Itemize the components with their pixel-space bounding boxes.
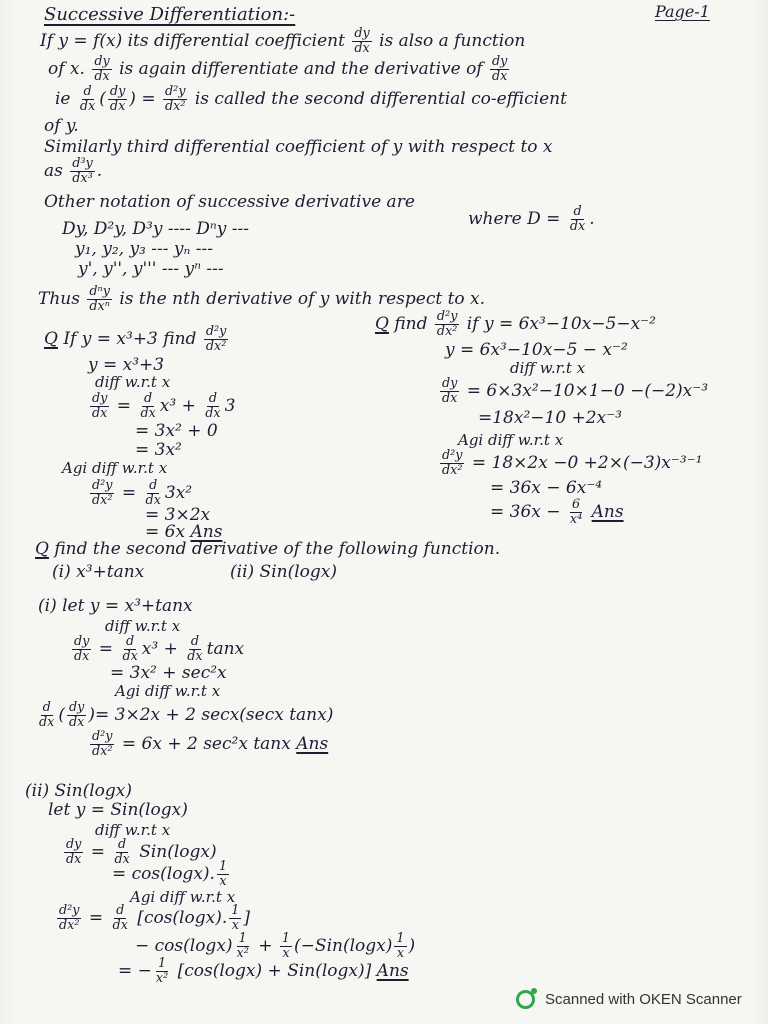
part-ii-step: [48, 801, 188, 821]
example-1-step: [135, 422, 218, 442]
text-segment: [cos(logx) + Sin(logx)]: [172, 960, 377, 981]
text-segment: .: [589, 208, 595, 229]
part-i-step: [110, 664, 227, 684]
text-segment: find: [388, 313, 433, 334]
text-segment: ie: [55, 88, 76, 109]
fraction: [92, 55, 111, 84]
text-segment: of y.: [44, 116, 79, 136]
text-segment: Thus: [38, 288, 86, 309]
fraction: [204, 325, 228, 354]
text-segment: = 36x − 6x⁻⁴: [490, 478, 603, 498]
text-segment: Agi diff w.r.t x: [458, 431, 564, 449]
fraction-numerator: d: [208, 391, 218, 406]
fraction-numerator: d²y: [436, 309, 458, 324]
definition-line-4: [44, 117, 79, 137]
fraction: [154, 957, 170, 986]
fraction-denominator: dx: [140, 406, 156, 422]
example-2-question: [375, 310, 656, 339]
example-1-step: [95, 374, 170, 391]
text-segment: Agi diff w.r.t x: [115, 682, 221, 700]
fraction-numerator: 1: [238, 931, 247, 946]
fraction-numerator: d: [116, 903, 125, 918]
example-3-part-ii-label: [230, 563, 337, 583]
text-segment: y', y'', y''' --- yⁿ ---: [78, 259, 224, 279]
definition-line-1: [40, 27, 525, 56]
fraction-denominator: dx²: [205, 339, 227, 355]
fraction-denominator: dx: [442, 391, 458, 407]
text-segment: is also a function: [373, 30, 526, 51]
part-i-step: [35, 701, 333, 730]
text-segment: = 3×2x: [145, 505, 211, 525]
fraction-denominator: dx²: [164, 99, 186, 115]
fraction-denominator: dx: [79, 99, 96, 115]
example-3-question: [35, 540, 500, 560]
fraction-numerator: d²y: [59, 903, 80, 918]
fraction-numerator: dy: [492, 54, 508, 69]
part-i-step: [38, 597, 193, 617]
fraction: [440, 449, 464, 478]
fraction: [90, 392, 109, 421]
fraction-numerator: d²y: [92, 478, 113, 493]
fraction-denominator: dx: [492, 69, 508, 85]
fraction-denominator: dx: [92, 406, 108, 422]
text-segment: .: [96, 160, 103, 181]
part-i-answer: [88, 730, 328, 759]
text-segment: Agi diff w.r.t x: [130, 888, 236, 906]
fraction: [440, 377, 459, 406]
text-segment: = 6×3x²−10×1−0 −(−2)x⁻³: [461, 380, 709, 401]
text-segment: let y = Sin(logx): [48, 800, 188, 820]
text-segment: y = 6x³−10x−5 − x⁻²: [445, 340, 628, 360]
text-segment: where D =: [468, 208, 566, 229]
example-2-step: [478, 409, 622, 429]
fraction-denominator: x²: [236, 946, 249, 962]
text-segment: ) =: [129, 88, 161, 109]
text-segment: = 6x + 2 sec²x tanx: [116, 733, 297, 754]
fraction-denominator: x: [219, 874, 227, 890]
scanner-watermark-text: Scanned with OKEN Scanner: [545, 991, 742, 1008]
example-2-step: [445, 341, 628, 361]
text-segment: diff w.r.t x: [510, 359, 586, 377]
text-segment: If y = f(x) its differential coefficient: [40, 30, 351, 51]
fraction: [67, 701, 86, 730]
fraction-denominator: dx: [69, 715, 85, 731]
definition-line-3: [55, 85, 567, 114]
notation-row-subscript: [75, 240, 213, 260]
fraction: [57, 904, 81, 933]
example-1-step: [62, 460, 167, 477]
fraction-denominator: dx²: [59, 918, 80, 934]
fraction-denominator: dx²: [442, 463, 463, 479]
text-segment: +: [252, 935, 278, 956]
fraction: [568, 498, 584, 527]
answer-mark: Ans: [296, 733, 329, 754]
fraction-denominator: dx: [112, 918, 128, 934]
text-segment: =: [111, 395, 137, 416]
fraction: [64, 838, 83, 867]
example-2-step: [438, 449, 702, 478]
fraction-denominator: x: [282, 946, 290, 962]
fraction-numerator: d: [126, 634, 135, 649]
definition-line-6: [44, 157, 102, 186]
text-segment: is called the second differential co-efficient: [189, 88, 567, 109]
fraction: [229, 904, 241, 933]
text-segment: if y = 6x³−10x−5−x⁻²: [461, 313, 656, 334]
fraction-numerator: d²y: [442, 448, 463, 463]
text-segment: as: [44, 160, 69, 181]
fraction-denominator: x⁴: [569, 512, 583, 528]
example-3-part-i-label: [52, 563, 144, 583]
fraction-numerator: dy: [69, 700, 85, 715]
fraction-numerator: dy: [74, 634, 90, 649]
fraction: [203, 392, 222, 421]
example-2-answer: [490, 498, 624, 527]
question-label: Q: [375, 313, 389, 334]
notation-row-prime: [78, 260, 224, 280]
text-segment: = −: [118, 960, 152, 981]
page-number: Page-1: [655, 2, 710, 21]
page-title: Successive Differentiation:-: [44, 4, 296, 25]
fraction-numerator: d: [190, 634, 200, 649]
fraction-denominator: dx: [122, 649, 138, 665]
fraction-denominator: x: [231, 918, 239, 934]
fraction-numerator: d: [149, 478, 158, 493]
text-segment: − cos(logx): [135, 935, 233, 956]
fraction-numerator: d²y: [164, 84, 186, 99]
text-segment: Agi diff w.r.t x: [62, 459, 168, 477]
part-i-step: [115, 683, 220, 700]
fraction-numerator: 1: [281, 931, 291, 946]
fraction: [163, 85, 187, 114]
fraction-denominator: dx: [39, 715, 55, 731]
fraction-denominator: dx: [94, 69, 110, 85]
notation-row-d-operator: [62, 220, 249, 240]
text-segment: =: [93, 638, 119, 659]
fraction-numerator: d: [83, 84, 92, 99]
fraction: [435, 310, 459, 339]
text-segment: diff w.r.t x: [105, 617, 181, 635]
fraction: [87, 285, 112, 314]
fraction-denominator: dxⁿ: [89, 299, 110, 315]
text-segment: x³ +: [159, 395, 202, 416]
fraction-numerator: dy: [442, 376, 458, 391]
text-segment: = 3x² + 0: [135, 421, 218, 441]
fraction-numerator: d: [42, 700, 51, 715]
part-ii-step: [55, 904, 250, 933]
fraction: [568, 205, 587, 234]
fraction: [78, 85, 97, 114]
text-segment: (ii) Sin(logx): [25, 781, 132, 801]
fraction: [120, 635, 139, 664]
text-segment: (: [58, 704, 65, 725]
fraction-numerator: 1: [158, 956, 167, 971]
fraction: [490, 55, 509, 84]
answer-mark: Ans: [190, 522, 223, 542]
fraction: [37, 701, 56, 730]
fraction-numerator: 1: [396, 931, 405, 946]
fraction-numerator: dⁿy: [89, 284, 110, 299]
example-2-step: [510, 360, 585, 377]
text-segment: = 36x −: [490, 501, 566, 522]
notation-heading: [44, 193, 415, 213]
fraction: [185, 635, 204, 664]
example-2-step: [458, 432, 563, 449]
fraction-denominator: dx³: [72, 171, 93, 187]
fraction: [72, 635, 91, 664]
fraction-denominator: x: [396, 946, 405, 962]
text-segment: = 3x² + sec²x: [110, 663, 227, 683]
fraction-numerator: d²y: [92, 729, 113, 744]
fraction: [111, 904, 130, 933]
text-segment: is the nth derivative of y with respect to x.: [113, 288, 486, 309]
text-segment: =18x²−10 +2x⁻³: [478, 408, 622, 428]
text-segment: is again differentiate and the derivative of: [113, 58, 489, 79]
fraction-denominator: dx: [66, 852, 82, 868]
example-1-step: [88, 392, 235, 421]
example-2-step: [438, 377, 708, 406]
fraction-denominator: dx: [114, 852, 130, 868]
text-segment: )= 3×2x + 2 secx(secx tanx): [88, 704, 334, 725]
text-segment: of x.: [48, 58, 91, 79]
definition-line-5: [44, 138, 553, 158]
answer-mark: Ans: [591, 501, 624, 522]
text-segment: [cos(logx).: [131, 907, 228, 928]
fraction-numerator: 1: [231, 903, 240, 918]
notation-where-note: [468, 205, 595, 234]
text-segment: (i) let y = x³+tanx: [38, 596, 193, 616]
fraction-numerator: d: [144, 391, 153, 406]
fraction-denominator: dx: [187, 649, 203, 665]
text-segment: find the second derivative of the following function.: [48, 539, 501, 559]
fraction: [144, 479, 163, 508]
text-segment: 3: [224, 395, 236, 416]
example-2-step: [490, 479, 602, 499]
text-segment: y₁, y₂, y₃ --- yₙ ---: [75, 239, 214, 259]
text-segment: y = x³+3: [88, 355, 165, 375]
question-label: Q: [44, 328, 58, 349]
fraction: [70, 157, 94, 186]
fraction-numerator: dy: [94, 54, 110, 69]
text-segment: (ii) Sin(logx): [230, 562, 337, 582]
text-segment: ]: [243, 907, 250, 928]
logo-dot: [531, 988, 537, 994]
example-1-question: [44, 325, 230, 354]
part-i-step: [70, 635, 244, 664]
definition-line-2: [48, 55, 511, 84]
text-segment: diff w.r.t x: [95, 373, 171, 391]
fraction: [352, 27, 371, 56]
fraction-numerator: dy: [66, 837, 82, 852]
fraction-denominator: dx: [569, 219, 586, 235]
example-1-step: [88, 479, 192, 508]
fraction-denominator: x²: [155, 971, 169, 987]
fraction-numerator: 1: [218, 859, 228, 874]
text-segment: tanx: [206, 638, 245, 659]
part-ii-answer: [118, 957, 409, 986]
fraction-numerator: dy: [354, 26, 370, 41]
text-segment: ): [408, 935, 416, 956]
fraction-denominator: dx: [354, 41, 370, 57]
text-segment: If y = x³+3 find: [57, 328, 202, 349]
fraction-denominator: dx: [205, 406, 221, 422]
part-ii-step: [112, 860, 231, 889]
fraction-denominator: dx: [145, 493, 161, 509]
fraction: [90, 730, 114, 759]
text-segment: =: [116, 482, 142, 503]
fraction-denominator: dx²: [436, 324, 458, 340]
fraction-numerator: d: [118, 837, 127, 852]
oken-scanner-logo-icon: [516, 990, 535, 1009]
text-segment: Sin(logx): [133, 841, 217, 862]
text-segment: Dy, D²y, D³y ---- Dⁿy ---: [62, 219, 249, 239]
fraction: [108, 85, 127, 114]
text-segment: =: [85, 841, 111, 862]
fraction: [138, 392, 157, 421]
text-segment: = 6x: [145, 522, 191, 542]
text-segment: (: [99, 88, 106, 109]
fraction-denominator: dx²: [92, 493, 113, 509]
fraction: [217, 860, 229, 889]
text-segment: = cos(logx).: [112, 863, 215, 884]
part-ii-step: [25, 782, 132, 802]
fraction-numerator: 6: [572, 497, 581, 512]
text-segment: = 18×2x −0 +2×(−3)x⁻³⁻¹: [466, 452, 703, 473]
fraction-denominator: dx²: [92, 744, 113, 760]
part-ii-step: [95, 822, 170, 839]
fraction-numerator: dy: [92, 391, 108, 406]
fraction-numerator: d²y: [205, 324, 227, 339]
part-i-step: [105, 618, 180, 635]
text-segment: x³ +: [141, 638, 184, 659]
text-segment: = 3x²: [135, 440, 182, 460]
fraction-denominator: dx: [74, 649, 90, 665]
text-segment: =: [83, 907, 109, 928]
question-label: Q: [35, 539, 49, 559]
example-1-step: [135, 441, 182, 461]
answer-mark: Ans: [376, 960, 409, 981]
fraction-denominator: dx: [109, 99, 126, 115]
fraction-numerator: dy: [109, 84, 126, 99]
fraction-numerator: d³y: [72, 156, 93, 171]
text-segment: diff w.r.t x: [95, 821, 171, 839]
fraction: [90, 479, 114, 508]
text-segment: Other notation of successive derivative are: [44, 192, 415, 212]
text-segment: (−Sin(logx): [294, 935, 393, 956]
text-segment: Similarly third differential coefficient of y with respect to x: [44, 137, 553, 157]
text-segment: (i) x³+tanx: [52, 562, 145, 582]
scanner-watermark: [516, 990, 742, 1009]
text-segment: 3x²: [164, 482, 193, 503]
fraction-numerator: d: [573, 204, 582, 219]
